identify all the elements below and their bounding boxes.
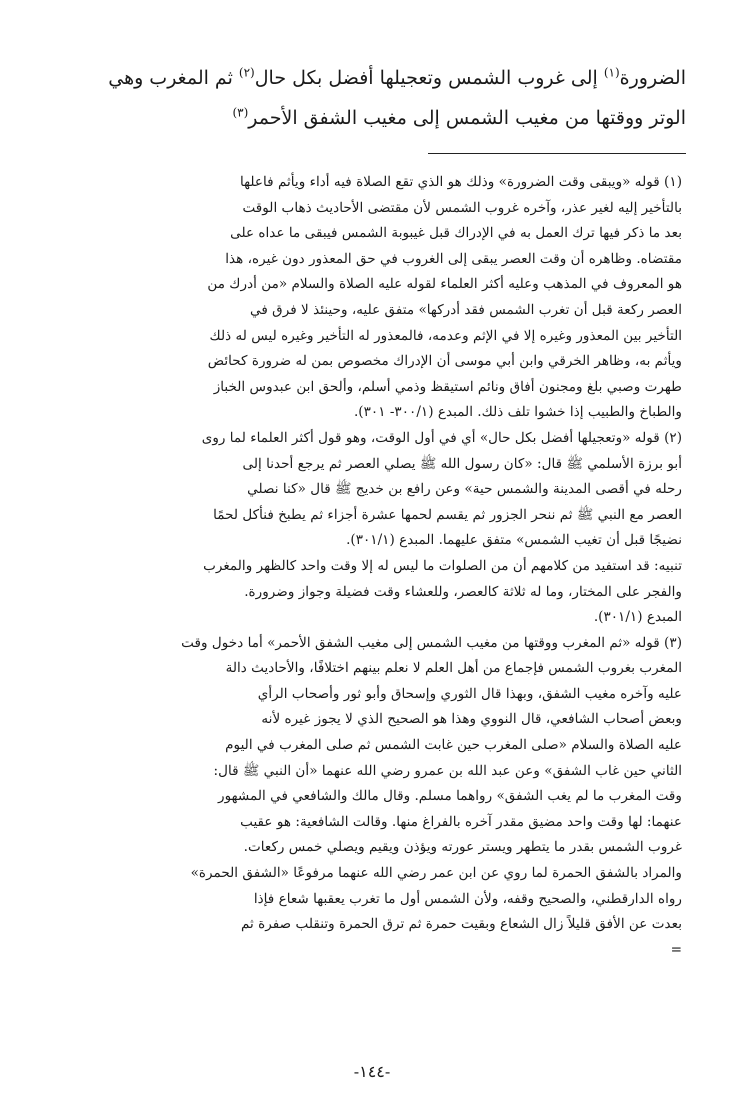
footnote-line: الثاني حين غاب الشفق» وعن عبد الله بن عمرو رضي الله عنهما «أن النبي ﷺ قال: (213, 762, 682, 779)
footnote-separator (428, 153, 686, 154)
footnote-line: والمراد بالشفق الحمرة لما روي عن ابن عمر رضي الله عنهما مرفوعًا «الشفق الحمرة» (190, 865, 682, 882)
footnote-ref-2[interactable]: (٢) (238, 65, 255, 80)
footnote-line: وقت المغرب ما لم يغب الشفق» رواهما مسلم. وقال مالك والشافعي في المشهور (218, 788, 682, 805)
footnote-line: أبو برزة الأسلمي ﷺ قال: «كان رسول الله ﷺ يصلي العصر ثم يرجع أحدنا إلى (242, 455, 682, 472)
footnote-line: والطباخ والطبيب إذا خشوا تلف ذلك. المبدع (٣٠٠/١- ٣٠١). (353, 404, 682, 421)
footnote-line: العصر مع النبي ﷺ ثم ننحر الجزور ثم يقسم لحمها عشرة أجزاء ثم يطبخ فنأكل لحمًا (213, 506, 682, 523)
main-text-segment: إلى غروب الشمس وتعجيلها أفضل بكل حال (254, 67, 604, 89)
footnote-line: ويأثم به، وظاهر الخرقي وابن أبي موسى أن الإدراك مخصوص بمن له ضرورة كحائض (207, 353, 682, 370)
footnote-line: (٣) قوله «ثم المغرب ووقتها من مغيب الشمس إلى مغيب الشفق الأحمر» أما دخول وقت (181, 634, 682, 651)
footnote-line: العصر ركعة قبل أن تغرب الشمس فقد أدركها» متفق عليه، وحينئذ لا فرق في (250, 301, 682, 318)
footnote-line: تنبيه: قد استفيد من كلامهم أن من الصلوات ما ليس له إلا وقت واحد كالظهر والمغرب (203, 557, 682, 574)
footnote-line: غروب الشمس بقدر ما يتطهر ويستر عورته ويؤذن ويقيم ويصلي خمس ركعات. (243, 839, 682, 856)
footnote-line: (٢) قوله «وتعجيلها أفضل بكل حال» أي في أول الوقت، وهو قول أكثر العلماء لما روى (201, 429, 682, 446)
footnote-line: والفجر على المختار، وما له ثلاثة كالعصر، وللعشاء وقت فضيلة وجواز وضرورة. (244, 583, 682, 600)
footnote-line: المغرب بغروب الشمس فإجماع من أهل العلم لا نعلم بينهم اختلافًا، والأحاديث دالة (225, 660, 682, 677)
footnote-ref-1[interactable]: (١) (603, 65, 620, 80)
footnote-line: هو المعروف في المذهب وعليه أكثر العلماء لقوله عليه الصلاة والسلام «من أدرك من (207, 276, 682, 293)
footnote-notice (62, 554, 682, 631)
footnote-line: عليه وآخره مغيب الشفق، وبهذا قال الثوري وإسحاق وأبو ثور وأصحاب الرأي (257, 685, 682, 702)
main-text-segment: الضرورة (619, 67, 686, 89)
main-text-segment: الوتر ووقتها من مغيب الشمس إلى مغيب الشفق الأحمر (248, 107, 686, 129)
footnote-line: بعد ما ذكر فيها ترك العمل به في الإدراك قبل غيبوبة الشمس فيبقى ما عداه على (230, 225, 682, 242)
main-text-line-1 (46, 58, 686, 98)
continuation-mark: = (670, 941, 682, 958)
footnote-line: التأخير بين المعذور وغيره إلا في الإثم وعدمه، فالمعذور له التأخير وغيره ليس له ذلك (209, 327, 682, 344)
main-text-line-2 (46, 98, 686, 138)
footnote-1 (62, 170, 682, 426)
main-text (46, 58, 686, 138)
footnote-line: بالتأخير إليه لغير عذر، وآخره غروب الشمس لأن مقتضى الأحاديث ذهاب الوقت (242, 199, 682, 216)
footnote-line: المبدع (٣٠١/١). (593, 609, 682, 626)
main-text-segment: ثم المغرب وهي (108, 67, 239, 89)
footnote-line: طهرت وصبي بلغ ومجنون أفاق ونائم استيقظ وذمي أسلم، وألحق ابن عبدوس الخباز (213, 378, 682, 395)
footnote-line: نضيجًا قبل أن تغيب الشمس» متفق عليهما. المبدع (٣٠١/١). (346, 532, 682, 549)
footnotes (62, 170, 682, 963)
footnote-line: وبعض أصحاب الشافعي، قال النووي وهذا هو الصحيح الذي لا يجوز غيره لأنه (261, 711, 682, 728)
footnote-2 (62, 426, 682, 554)
footnote-line: بعدت عن الأفق قليلاً زال الشعاع وبقيت حمرة ثم ترق الحمرة وتنقلب صفرة ثم (240, 916, 682, 933)
page-number: -١٤٤- (353, 1062, 391, 1081)
footnote-line: (١) قوله «ويبقى وقت الضرورة» وذلك هو الذي تقع الصلاة فيه أداء ويأثم فاعلها (239, 174, 682, 190)
footnote-line: رواه الدارقطني، والصحيح وقفه، ولأن الشمس أول ما تغرب يعقبها شعاع فإذا (253, 890, 682, 907)
footnote-line: عليه الصلاة والسلام «صلى المغرب حين غابت الشمس ثم صلى المغرب في اليوم (225, 737, 682, 754)
footnote-3 (62, 631, 682, 964)
footnote-line: مقتضاه. وظاهره أن وقت العصر يبقى إلى الغروب في حق المعذور دون غيره، هذا (225, 250, 682, 267)
footnote-ref-3[interactable]: (٣) (232, 105, 249, 120)
footnote-line: رحله في أقصى المدينة والشمس حية» وعن رافع بن خديج ﷺ قال «كنا نصلي (247, 481, 682, 498)
footnote-line: عنهما: لها وقت واحد مضيق مقدر آخره بالفراغ منها. وقالت الشافعية: هو عقيب (240, 813, 682, 830)
